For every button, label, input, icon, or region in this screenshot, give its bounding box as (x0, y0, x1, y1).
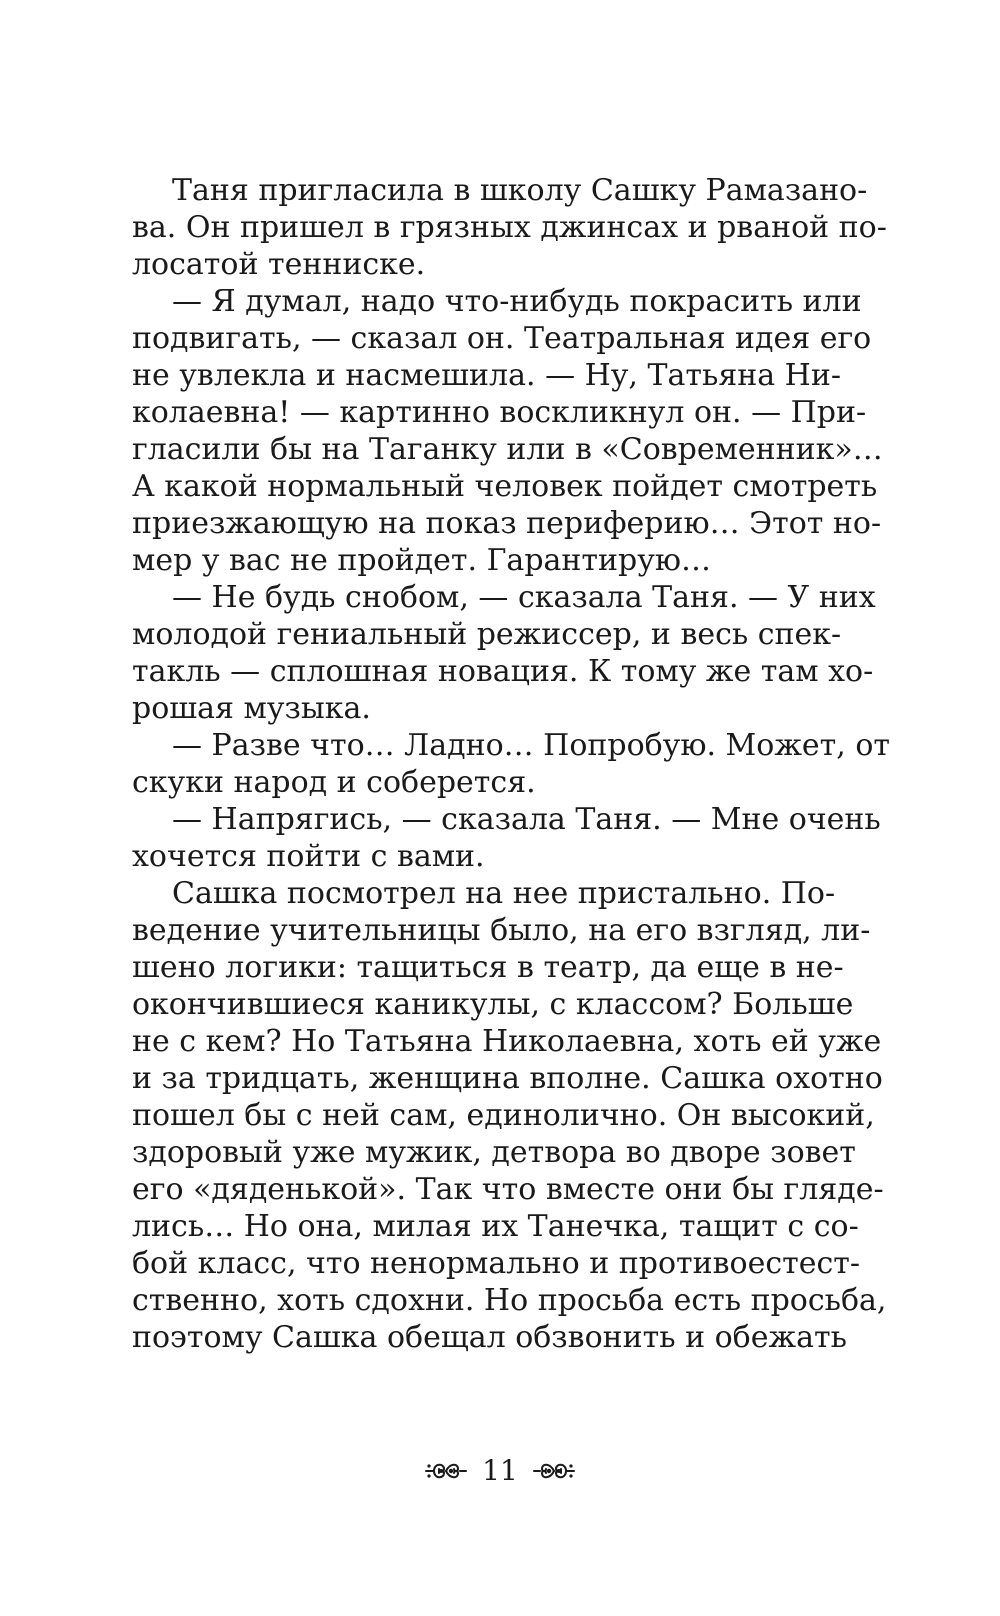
text-line: — Я думал, надо что-нибудь покрасить или (172, 284, 862, 319)
text-line: скуки народ и соберется. (132, 765, 536, 800)
text-line: хочется пойти с вами. (132, 839, 485, 874)
text-line: Таня пригласила в школу Сашку Рамазано- (172, 173, 868, 208)
text-line: ведение учительницы было, на его взгляд, ли- (132, 913, 871, 948)
text-line: ва. Он пришел в грязных джинсах и рваной по- (132, 210, 887, 245)
ornament-right-icon (532, 1457, 576, 1485)
text-line: рошая музыка. (132, 691, 371, 726)
text-line: — Не будь снобом, — сказала Таня. — У них (172, 580, 876, 615)
text-line: приезжающую на показ периферию… Этот но- (132, 506, 882, 541)
text-line: его «дяденькой». Так что вместе они бы гляде- (132, 1172, 884, 1207)
text-line: не увлекла и насмешила. — Ну, Татьяна Ни- (132, 358, 841, 393)
text-line: Сашка посмотрел на нее пристально. По- (172, 876, 836, 911)
text-line: молодой гениальный режиссер, и весь спек- (132, 617, 842, 652)
text-line: такль — сплошная новация. К тому же там хо- (132, 654, 874, 689)
text-line: А какой нормальный человек пойдет смотреть (132, 469, 878, 504)
text-line: — Разве что… Ладно… Попробую. Может, от (172, 728, 891, 763)
text-line: здоровый уже мужик, детвора во дворе зовет (132, 1135, 856, 1170)
text-line: бой класс, что ненормально и противоестест- (132, 1246, 861, 1281)
text-line: — Напрягись, — сказала Таня. — Мне очень (172, 802, 881, 837)
page-number: 11 (482, 1454, 518, 1487)
text-line: и за тридцать, женщина вполне. Сашка охотно (132, 1061, 883, 1096)
text-line: ственно, хоть сдохни. Но просьба есть просьба, (132, 1283, 887, 1318)
text-line: пошел бы с ней сам, единолично. Он высокий, (132, 1098, 875, 1133)
text-line: подвигать, — сказал он. Театральная идея его (132, 321, 872, 356)
text-line: лосатой тенниске. (132, 247, 426, 282)
text-line: колаевна! — картинно воскликнул он. — При- (132, 395, 867, 430)
text-line: гласили бы на Таганку или в «Современник»… (132, 432, 883, 467)
text-line: мер у вас не пройдет. Гарантирую… (132, 543, 711, 578)
text-line: шено логики: тащиться в театр, да еще в не- (132, 950, 844, 985)
text-line: лись… Но она, милая их Танечка, тащит с со- (132, 1209, 859, 1244)
text-line: окончившиеся каникулы, с классом? Больше (132, 987, 854, 1022)
page-footer (0, 1451, 1000, 1491)
text-line: поэтому Сашка обещал обзвонить и обежать (132, 1320, 847, 1355)
ornament-left-icon (424, 1457, 468, 1485)
page-text (132, 0, 891, 1616)
text-line: не с кем? Но Татьяна Николаевна, хоть ей уже (132, 1024, 882, 1059)
